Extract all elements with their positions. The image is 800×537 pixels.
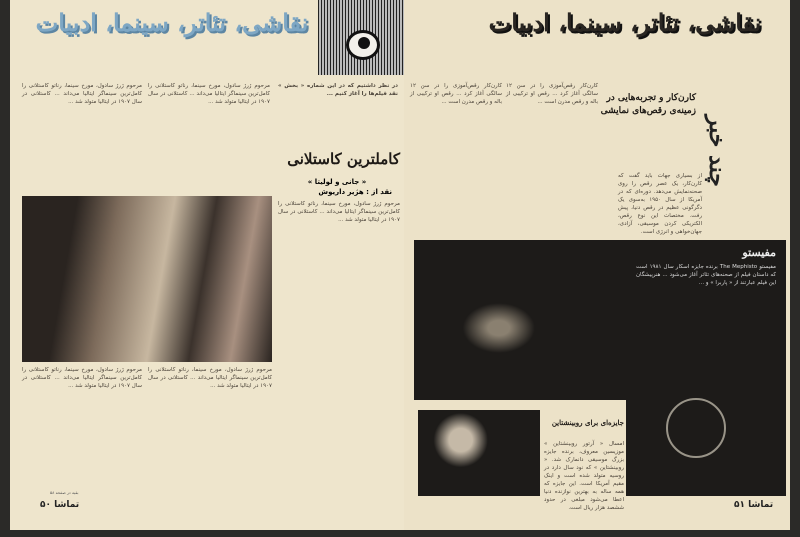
left-page — [10, 0, 406, 530]
news-col-2: کارن‌کار رقص‌آموزی را در سن ۱۲ سالگی آغاز کرد ... رقص او ترکیبی از باله و رقص مدرن است ... — [506, 83, 598, 105]
left-intro-col-1: مرحوم ژرژ سادول، مورخ سینما، رناتو کاستلانی را کامل‌ترین سینماگر ایتالیا می‌داند ... کاستلانی در سال ۱۹۰۷ در ایتالیا متولد شد ... — [22, 83, 142, 105]
article-byline: نقد از : هژیر داریوش — [318, 188, 392, 196]
article-body-col-1: مرحوم ژرژ سادول، مورخ سینما، رناتو کاستلانی را کامل‌ترین سینماگر ایتالیا می‌داند ... کاستلانی در سال ۱۹۰۷ در ایتالیا متولد شد ... — [22, 367, 142, 389]
left-intro-col-2: مرحوم ژرژ سادول، مورخ سینما، رناتو کاستلانی را کامل‌ترین سینماگر ایتالیا می‌داند ... کاستلانی در سال ۱۹۰۷ در ایتالیا متولد شد ... — [148, 83, 270, 105]
award-title: جایزه‌ای برای روبینشتاین — [551, 418, 624, 427]
continued-note: بقیه در صفحه ۵۸ — [50, 490, 79, 495]
mephisto-title: مفیستو — [742, 246, 776, 259]
mephisto-box — [626, 240, 786, 496]
right-header-title: نقاشی، تئاتر، سینما، ادبیات — [488, 8, 762, 37]
pentagram-photo — [666, 398, 726, 458]
article-subtitle: « جانی و لولیتا » — [307, 178, 367, 186]
article-body-right-col: مرحوم ژرژ سادول، مورخ سینما، رناتو کاستلانی را کامل‌ترین سینماگر ایتالیا می‌داند ... کاستلانی در سال ۱۹۰۷ در ایتالیا متولد شد ... — [278, 201, 400, 223]
news-headline: کارن‌کار و تجربه‌هایی در زمینه‌ی رقص‌های نمایشی — [600, 93, 696, 116]
right-page — [404, 0, 790, 530]
article-headline: کاملترین کاستلانی — [287, 150, 400, 168]
section-title: چند خبر — [704, 115, 730, 187]
mephisto-text: مفیستو The Mephisto برنده جایزه اسکار سال ۱۹۸۱ است که داستان فیلم از صحنه‌های تئاتر آغاز می‌شود ... هنرپیشگان این فیلم عبارتند از « پاربرا » و ... — [636, 264, 777, 286]
news-lead: از بسیاری جهات باید گفت که کارن‌کار، یک عصر رقص را روی صحنه‌نمایش می‌دهد. دوره‌ای که در آمریکا از سال ۱۹۵۰ به‌سوی یک دگرگونی عظیم در رقص دنیا، پیش رفت. مختصات این نوع رقص، الکتریکی کردن موسیقی، آزادی، جهان‌خواهی و انرژی است. — [618, 173, 703, 235]
film-still-photo — [22, 196, 272, 362]
rubinstein-photo — [418, 410, 540, 496]
page-number: تماشا ۵۰ — [40, 500, 80, 510]
article-body-col-2: مرحوم ژرژ سادول، مورخ سینما، رناتو کاستلانی را کامل‌ترین سینماگر ایتالیا می‌داند ... کاستلانی در سال ۱۹۰۷ در ایتالیا متولد شد ... — [148, 367, 272, 389]
dance-photo — [414, 240, 626, 400]
page-number: تماشا ۵۱ — [734, 500, 774, 510]
left-eye-icon — [346, 30, 380, 60]
award-text: امسال « آرتور روبینشتاین » موزیسین معروف، برنده جایزه بزرگ موسیقی دانمارک شد. « روبینشتاین » که نود سال دارد در روسیه متولد شده است و اینک مقیم آمریکا است. این جایزه که همه ساله به بهترین نوازنده دنیا اعطا می‌شود مبلغی در حدود ششصد هزار ریال است. — [544, 441, 624, 511]
left-intro-note: در نظر داشتیم که در این شماره « بخش » نقد فیلم‌ها را آغاز کنیم ... — [278, 83, 398, 97]
news-col-1: کارن‌کار رقص‌آموزی را در سن ۱۲ سالگی آغاز کرد ... رقص او ترکیبی از باله و رقص مدرن است ... — [410, 83, 502, 105]
left-header-title: نقاشی، تئاتر، سینما، ادبیات — [35, 8, 309, 37]
